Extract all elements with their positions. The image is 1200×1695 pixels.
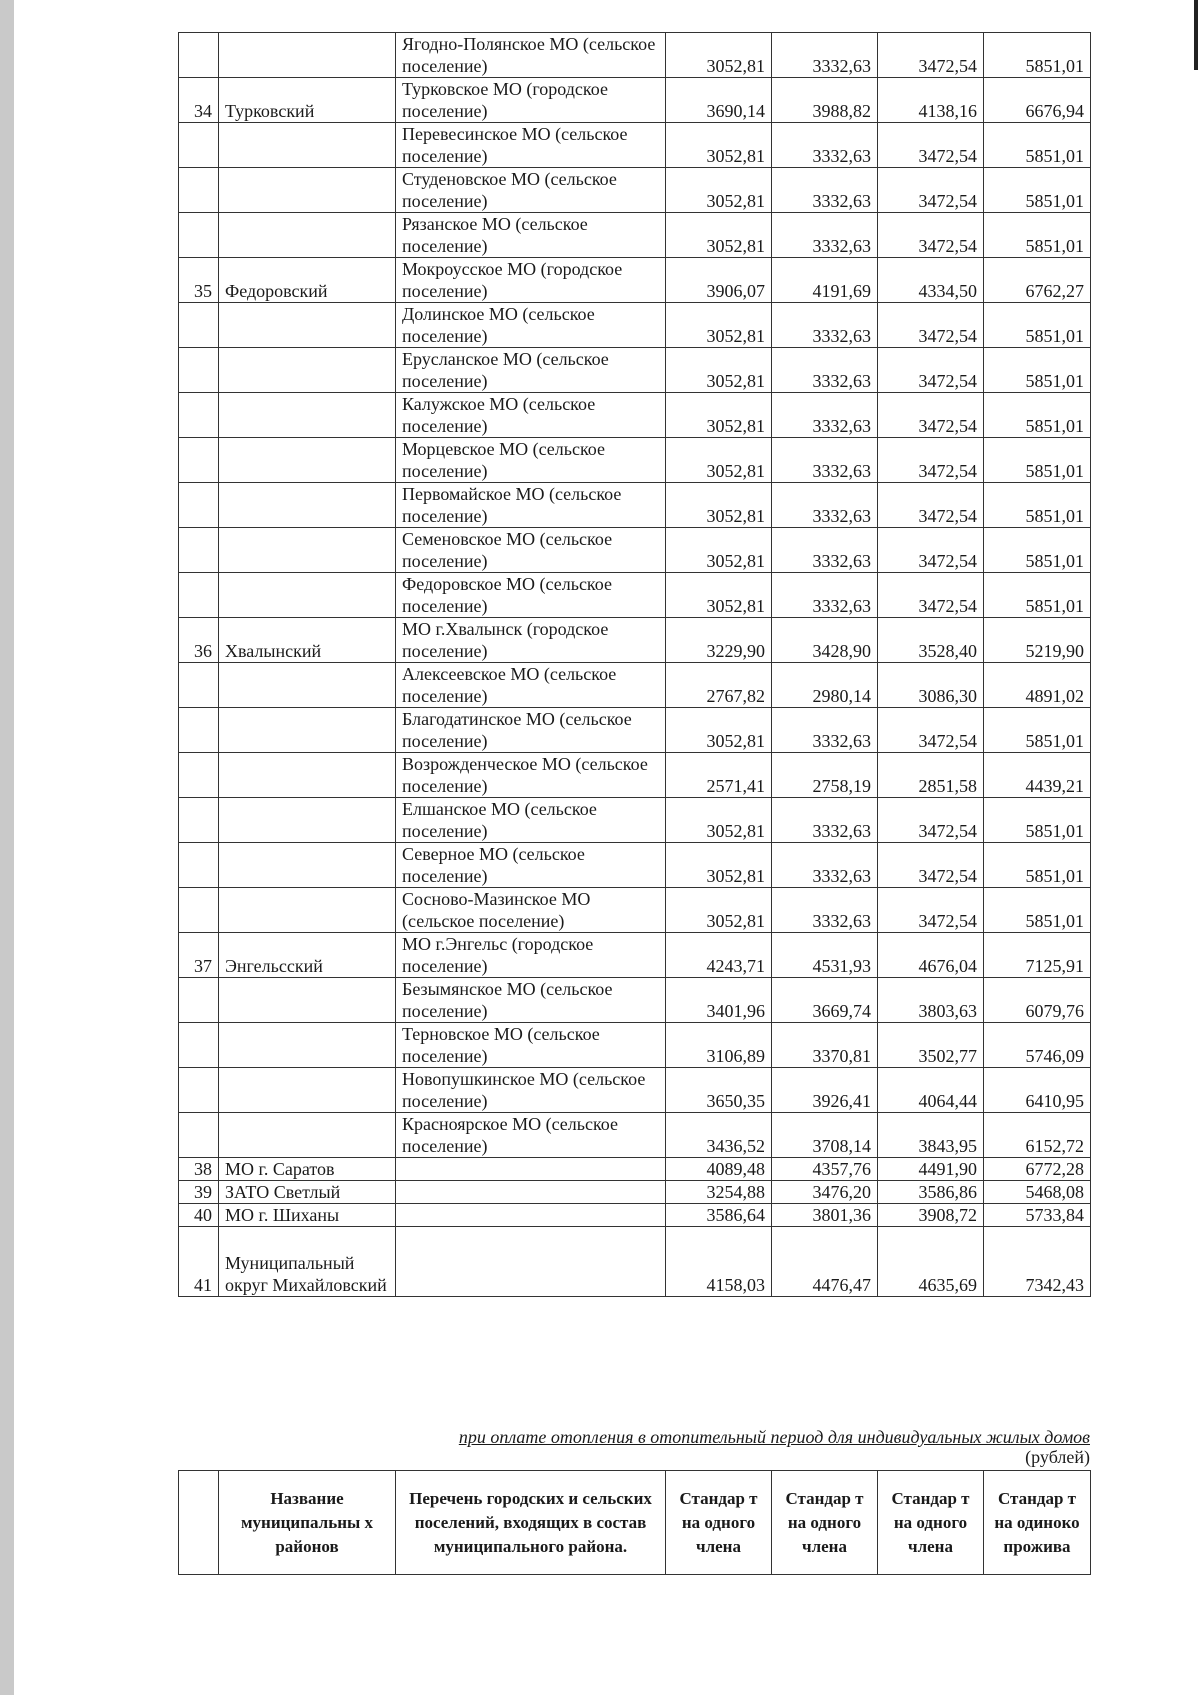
standard-value-4: 5851,01: [984, 33, 1091, 78]
standard-value-4: 6152,72: [984, 1113, 1091, 1158]
tariff-table-body: [179, 33, 1091, 1297]
standard-value-2: 3332,63: [772, 213, 878, 258]
settlement-name: Красноярское МО (сельское поселение): [396, 1113, 666, 1158]
standard-value-3: 4676,04: [878, 933, 984, 978]
standard-value-3: 3472,54: [878, 843, 984, 888]
standard-value-3: 3472,54: [878, 528, 984, 573]
standard-value-4: 6772,28: [984, 1158, 1091, 1181]
section-caption: при оплате отопления в отопительный период для индивидуальных жилых домов: [458, 1427, 1090, 1447]
district-name: [219, 483, 396, 528]
standard-value-2: 3332,63: [772, 798, 878, 843]
table-row: [179, 618, 1091, 663]
standard-value-3: 3472,54: [878, 168, 984, 213]
standard-value-2: 4531,93: [772, 933, 878, 978]
settlement-name: Северное МО (сельское поселение): [396, 843, 666, 888]
settlement-name: Морцевское МО (сельское поселение): [396, 438, 666, 483]
table-row: [179, 1158, 1091, 1181]
standard-value-2: 3332,63: [772, 33, 878, 78]
standard-value-4: 5851,01: [984, 393, 1091, 438]
district-name: [219, 1023, 396, 1068]
standard-value-2: 3708,14: [772, 1113, 878, 1158]
row-number: 35: [179, 258, 219, 303]
standard-value-1: 3052,81: [666, 528, 772, 573]
header-place: Перечень городских и сельских поселений, входящих в состав муниципального района.: [396, 1471, 666, 1575]
row-number: [179, 843, 219, 888]
standard-value-2: 3332,63: [772, 393, 878, 438]
row-number: [179, 978, 219, 1023]
standard-value-2: 3332,63: [772, 483, 878, 528]
standard-value-2: 3801,36: [772, 1204, 878, 1227]
tariff-table: [178, 32, 1091, 1297]
district-name: [219, 348, 396, 393]
row-number: 41: [179, 1227, 219, 1297]
table-row: [179, 888, 1091, 933]
settlement-name: Еруслaнское МО (сельское поселение): [396, 348, 666, 393]
standard-value-2: 4476,47: [772, 1227, 878, 1297]
standard-value-2: 3332,63: [772, 123, 878, 168]
settlement-name: Мокроусское МО (городское поселение): [396, 258, 666, 303]
district-name: [219, 798, 396, 843]
row-number: [179, 1023, 219, 1068]
standard-value-3: 4635,69: [878, 1227, 984, 1297]
standard-value-3: 3472,54: [878, 798, 984, 843]
standard-value-1: 2571,41: [666, 753, 772, 798]
standard-value-1: 3436,52: [666, 1113, 772, 1158]
settlement-name: [396, 1227, 666, 1297]
standard-value-4: 7125,91: [984, 933, 1091, 978]
standard-value-4: 4439,21: [984, 753, 1091, 798]
row-number: 38: [179, 1158, 219, 1181]
standard-value-1: 3690,14: [666, 78, 772, 123]
row-number: 40: [179, 1204, 219, 1227]
standard-value-1: 3052,81: [666, 573, 772, 618]
standard-value-4: 5851,01: [984, 843, 1091, 888]
standard-value-1: 3650,35: [666, 1068, 772, 1113]
row-number: [179, 663, 219, 708]
table-row: [179, 1227, 1091, 1297]
standard-value-1: 3401,96: [666, 978, 772, 1023]
standard-value-2: 2980,14: [772, 663, 878, 708]
settlement-name: МО г.Хвалынск (городское поселение): [396, 618, 666, 663]
next-table-header: [178, 1470, 1091, 1575]
district-name: Турковский: [219, 78, 396, 123]
settlement-name: Ягодно-Полянское МО (сельское поселение): [396, 33, 666, 78]
standard-value-2: 4191,69: [772, 258, 878, 303]
district-name: [219, 303, 396, 348]
district-name: [219, 573, 396, 618]
table-row: [179, 798, 1091, 843]
unit-label: (рублей): [1025, 1447, 1090, 1467]
table-row: [179, 1023, 1091, 1068]
row-number: [179, 393, 219, 438]
settlement-name: Перевесинское МО (сельское поселение): [396, 123, 666, 168]
standard-value-4: 6079,76: [984, 978, 1091, 1023]
standard-value-1: 3586,64: [666, 1204, 772, 1227]
district-name: [219, 843, 396, 888]
table-row: [179, 258, 1091, 303]
row-number: 37: [179, 933, 219, 978]
row-number: [179, 303, 219, 348]
row-number: [179, 123, 219, 168]
settlement-name: Сосново-Мазинское МО (сельское поселение): [396, 888, 666, 933]
standard-value-1: 2767,82: [666, 663, 772, 708]
standard-value-3: 4491,90: [878, 1158, 984, 1181]
table-row: [179, 213, 1091, 258]
standard-value-4: 5851,01: [984, 303, 1091, 348]
district-name: [219, 708, 396, 753]
standard-value-1: 3229,90: [666, 618, 772, 663]
standard-value-3: 3528,40: [878, 618, 984, 663]
standard-value-4: 5851,01: [984, 438, 1091, 483]
district-name: [219, 528, 396, 573]
row-number: [179, 483, 219, 528]
standard-value-1: 3052,81: [666, 168, 772, 213]
standard-value-2: 3926,41: [772, 1068, 878, 1113]
header-district: Название муниципальны х районов: [219, 1471, 396, 1575]
district-name: [219, 438, 396, 483]
standard-value-3: 3472,54: [878, 393, 984, 438]
table-row: [179, 33, 1091, 78]
district-name: [219, 33, 396, 78]
standard-value-4: 6676,94: [984, 78, 1091, 123]
row-number: [179, 1113, 219, 1158]
standard-value-4: 5851,01: [984, 348, 1091, 393]
standard-value-1: 4089,48: [666, 1158, 772, 1181]
standard-value-1: 3052,81: [666, 303, 772, 348]
standard-value-1: 3254,88: [666, 1181, 772, 1204]
standard-value-1: 3106,89: [666, 1023, 772, 1068]
district-name: Муниципальный округ Михайловский: [219, 1227, 396, 1297]
row-number: 36: [179, 618, 219, 663]
settlement-name: Первомайское МО (сельское поселение): [396, 483, 666, 528]
standard-value-2: 3332,63: [772, 438, 878, 483]
district-name: МО г. Саратов: [219, 1158, 396, 1181]
settlement-name: Федоровское МО (сельское поселение): [396, 573, 666, 618]
settlement-name: Долинское МО (сельское поселение): [396, 303, 666, 348]
standard-value-2: 3332,63: [772, 573, 878, 618]
district-name: Федоровский: [219, 258, 396, 303]
row-number: [179, 528, 219, 573]
standard-value-3: 2851,58: [878, 753, 984, 798]
standard-value-3: 3502,77: [878, 1023, 984, 1068]
standard-value-4: 5851,01: [984, 123, 1091, 168]
header-standard-1: Стандар т на одного члена: [666, 1471, 772, 1575]
table-row: [179, 168, 1091, 213]
standard-value-1: 3052,81: [666, 843, 772, 888]
district-name: [219, 663, 396, 708]
standard-value-2: 3332,63: [772, 303, 878, 348]
table-row: [179, 663, 1091, 708]
district-name: [219, 123, 396, 168]
settlement-name: Турковское МО (городское поселение): [396, 78, 666, 123]
standard-value-4: 5468,08: [984, 1181, 1091, 1204]
standard-value-2: 3988,82: [772, 78, 878, 123]
standard-value-2: 3332,63: [772, 168, 878, 213]
standard-value-3: 3472,54: [878, 708, 984, 753]
standard-value-4: 5851,01: [984, 483, 1091, 528]
standard-value-2: 3332,63: [772, 888, 878, 933]
settlement-name: Алексеевское МО (сельское поселение): [396, 663, 666, 708]
standard-value-2: 3332,63: [772, 843, 878, 888]
standard-value-3: 4334,50: [878, 258, 984, 303]
settlement-name: [396, 1158, 666, 1181]
standard-value-3: 3472,54: [878, 213, 984, 258]
table-row: [179, 843, 1091, 888]
settlement-name: Благодатинское МО (сельское поселение): [396, 708, 666, 753]
standard-value-3: 3908,72: [878, 1204, 984, 1227]
settlement-name: Рязанское МО (сельское поселение): [396, 213, 666, 258]
standard-value-1: 3052,81: [666, 888, 772, 933]
table-row: [179, 1113, 1091, 1158]
scan-left-margin: [0, 0, 14, 1695]
settlement-name: [396, 1181, 666, 1204]
standard-value-3: 4138,16: [878, 78, 984, 123]
header-standard-4: Стандар т на одиноко прожива: [984, 1471, 1091, 1575]
table-row: [179, 483, 1091, 528]
table-row: [179, 123, 1091, 168]
standard-value-4: 5219,90: [984, 618, 1091, 663]
settlement-name: [396, 1204, 666, 1227]
row-number: [179, 888, 219, 933]
table-row: [179, 978, 1091, 1023]
table-row: [179, 573, 1091, 618]
standard-value-1: 3052,81: [666, 483, 772, 528]
table-row: [179, 933, 1091, 978]
settlement-name: МО г.Энгельс (городское поселение): [396, 933, 666, 978]
settlement-name: Безымянское МО (сельское поселение): [396, 978, 666, 1023]
standard-value-4: 4891,02: [984, 663, 1091, 708]
standard-value-2: 4357,76: [772, 1158, 878, 1181]
standard-value-4: 5746,09: [984, 1023, 1091, 1068]
standard-value-3: 3472,54: [878, 573, 984, 618]
row-number: [179, 33, 219, 78]
table-row: [179, 348, 1091, 393]
row-number: [179, 168, 219, 213]
table-row: [179, 1068, 1091, 1113]
standard-value-3: 3843,95: [878, 1113, 984, 1158]
standard-value-2: 3669,74: [772, 978, 878, 1023]
standard-value-1: 3052,81: [666, 123, 772, 168]
district-name: [219, 1068, 396, 1113]
standard-value-2: 3332,63: [772, 528, 878, 573]
district-name: ЗАТО Светлый: [219, 1181, 396, 1204]
settlement-name: Елшанское МО (сельское поселение): [396, 798, 666, 843]
standard-value-4: 6410,95: [984, 1068, 1091, 1113]
standard-value-4: 5733,84: [984, 1204, 1091, 1227]
district-name: МО г. Шиханы: [219, 1204, 396, 1227]
standard-value-3: 3472,54: [878, 438, 984, 483]
standard-value-1: 3052,81: [666, 393, 772, 438]
standard-value-1: 3052,81: [666, 33, 772, 78]
standard-value-1: 3906,07: [666, 258, 772, 303]
row-number: [179, 753, 219, 798]
table-row: [179, 1204, 1091, 1227]
standard-value-3: 3803,63: [878, 978, 984, 1023]
district-name: [219, 1113, 396, 1158]
district-name: [219, 168, 396, 213]
standard-value-2: 3332,63: [772, 348, 878, 393]
settlement-name: Новопушкинское МО (сельское поселение): [396, 1068, 666, 1113]
header-standard-2: Стандар т на одного члена: [772, 1471, 878, 1575]
row-number: [179, 348, 219, 393]
standard-value-1: 3052,81: [666, 438, 772, 483]
district-name: Энгельсский: [219, 933, 396, 978]
row-number: [179, 708, 219, 753]
settlement-name: Калужское МО (сельское поселение): [396, 393, 666, 438]
table-row: [179, 708, 1091, 753]
table-row: [179, 78, 1091, 123]
district-name: [219, 393, 396, 438]
standard-value-1: 4243,71: [666, 933, 772, 978]
standard-value-3: 3472,54: [878, 33, 984, 78]
standard-value-4: 5851,01: [984, 528, 1091, 573]
standard-value-1: 3052,81: [666, 798, 772, 843]
settlement-name: Студеновское МО (сельское поселение): [396, 168, 666, 213]
header-num: [179, 1471, 219, 1575]
row-number: 39: [179, 1181, 219, 1204]
standard-value-4: 5851,01: [984, 888, 1091, 933]
district-name: Хвалынский: [219, 618, 396, 663]
standard-value-4: 5851,01: [984, 708, 1091, 753]
district-name: [219, 978, 396, 1023]
standard-value-3: 3472,54: [878, 303, 984, 348]
standard-value-4: 7342,43: [984, 1227, 1091, 1297]
standard-value-3: 3586,86: [878, 1181, 984, 1204]
standard-value-2: 2758,19: [772, 753, 878, 798]
standard-value-3: 3472,54: [878, 888, 984, 933]
standard-value-1: 3052,81: [666, 708, 772, 753]
standard-value-2: 3332,63: [772, 708, 878, 753]
table-row: [179, 1181, 1091, 1204]
standard-value-1: 4158,03: [666, 1227, 772, 1297]
row-number: [179, 438, 219, 483]
standard-value-3: 4064,44: [878, 1068, 984, 1113]
settlement-name: Семеновское МО (сельское поселение): [396, 528, 666, 573]
row-number: [179, 573, 219, 618]
row-number: [179, 798, 219, 843]
standard-value-4: 5851,01: [984, 213, 1091, 258]
standard-value-3: 3086,30: [878, 663, 984, 708]
standard-value-4: 6762,27: [984, 258, 1091, 303]
table-row: [179, 393, 1091, 438]
standard-value-4: 5851,01: [984, 168, 1091, 213]
district-name: [219, 213, 396, 258]
header-row: [179, 1471, 1091, 1575]
table-row: [179, 528, 1091, 573]
standard-value-2: 3370,81: [772, 1023, 878, 1068]
table-row: [179, 438, 1091, 483]
standard-value-1: 3052,81: [666, 348, 772, 393]
row-number: [179, 1068, 219, 1113]
standard-value-3: 3472,54: [878, 348, 984, 393]
row-number: [179, 213, 219, 258]
table-row: [179, 303, 1091, 348]
standard-value-1: 3052,81: [666, 213, 772, 258]
standard-value-2: 3476,20: [772, 1181, 878, 1204]
standard-value-4: 5851,01: [984, 798, 1091, 843]
standard-value-3: 3472,54: [878, 483, 984, 528]
row-number: 34: [179, 78, 219, 123]
settlement-name: Терновское МО (сельское поселение): [396, 1023, 666, 1068]
standard-value-3: 3472,54: [878, 123, 984, 168]
table-row: [179, 753, 1091, 798]
header-standard-3: Стандар т на одного члена: [878, 1471, 984, 1575]
standard-value-2: 3428,90: [772, 618, 878, 663]
scan-edge-mark: [1194, 0, 1198, 70]
standard-value-4: 5851,01: [984, 573, 1091, 618]
district-name: [219, 753, 396, 798]
district-name: [219, 888, 396, 933]
settlement-name: Возрожденческое МО (сельское поселение): [396, 753, 666, 798]
